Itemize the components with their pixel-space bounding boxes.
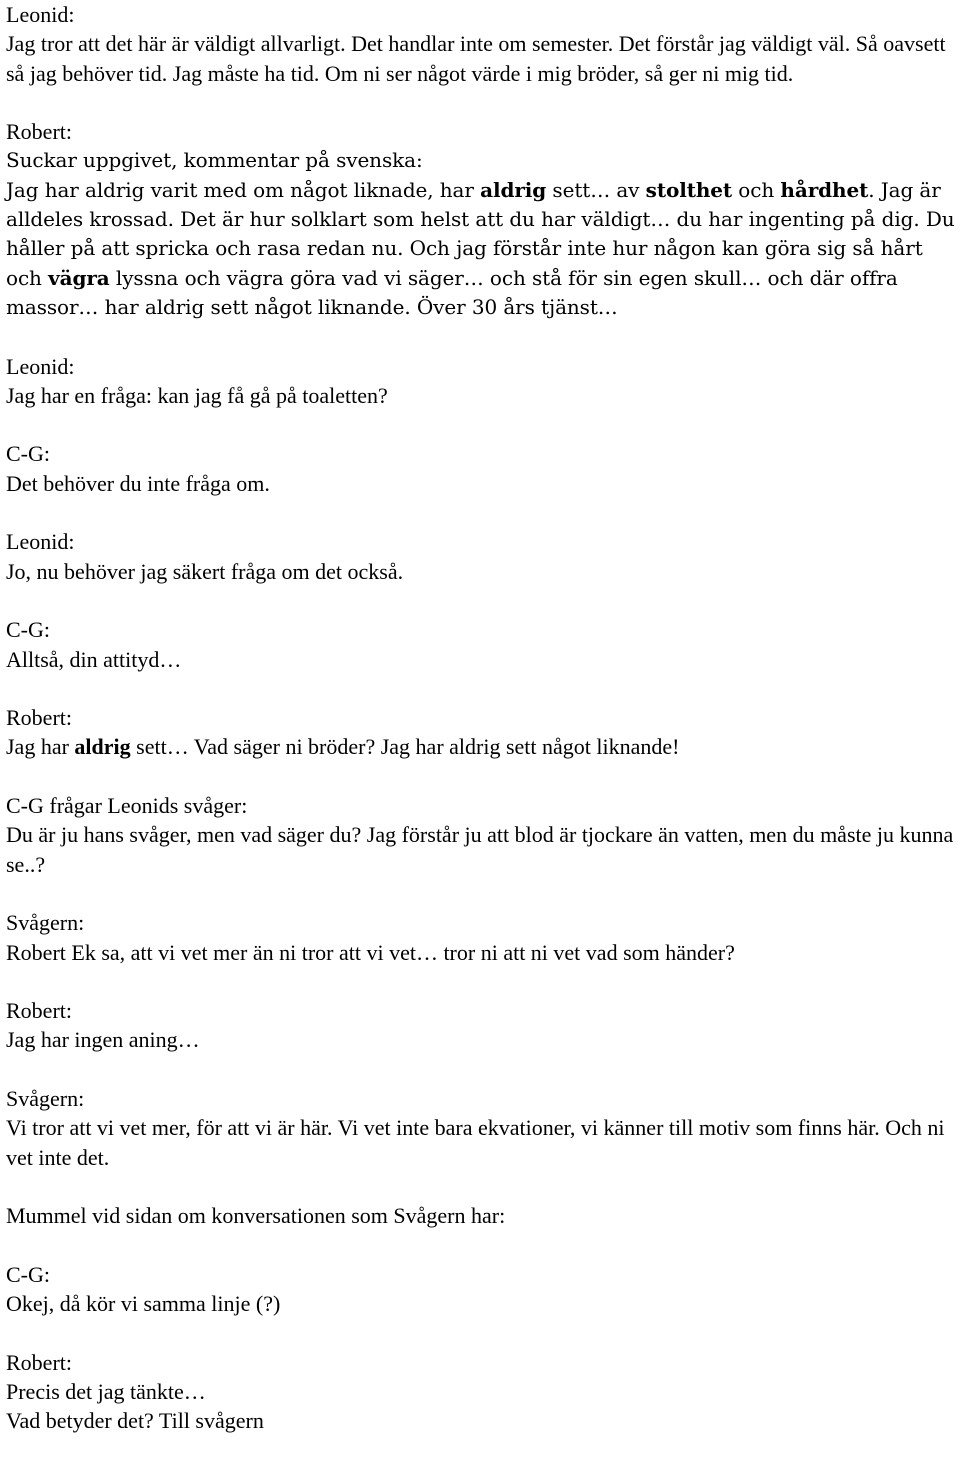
dialogue-block	[6, 352, 956, 411]
transcript-document	[6, 0, 956, 1436]
dialogue-text	[6, 732, 956, 761]
dialogue-block	[6, 439, 956, 498]
stage-direction: Suckar uppgivet, kommentar på svenska:	[6, 148, 423, 173]
dialogue-text: Precis det jag tänkte…	[6, 1378, 206, 1404]
dialogue-text	[6, 176, 956, 322]
dialogue-block	[6, 1084, 956, 1172]
speaker-label: Robert:	[6, 1349, 72, 1375]
dialogue-text: Det behöver du inte fråga om.	[6, 470, 270, 496]
text-run: lyssna och vägra göra vad vi säger… och stå för sin egen skull… och där offra massor… har aldrig sett något liknande. Över 30 års tjänst…	[6, 265, 898, 319]
text-run: Jag har aldrig varit med om något liknade, har	[6, 177, 481, 202]
dialogue-text: Du är ju hans svåger, men vad säger du? Jag förstår ju att blod är tjockare än vatten, men du måste ju kunna se..?	[6, 822, 954, 877]
bold-run: stolthet	[645, 177, 733, 202]
speaker-label: Leonid:	[6, 529, 75, 555]
dialogue-block	[6, 615, 956, 674]
dialogue-text: Jag har ingen aning…	[6, 1027, 200, 1053]
dialogue-block	[6, 527, 956, 586]
narration-block	[6, 1201, 956, 1230]
speaker-label: C-G:	[6, 1261, 50, 1287]
speaker-label: Robert:	[6, 705, 72, 731]
bold-run: hårdhet	[780, 177, 869, 202]
bold-run: aldrig	[74, 734, 131, 760]
text-run: sett… av	[546, 177, 646, 202]
text-run: Jag har	[6, 734, 75, 760]
dialogue-block	[6, 117, 956, 322]
bold-run: vägra	[48, 265, 110, 290]
dialogue-text: Vad betyder det? Till svågern	[6, 1408, 264, 1434]
speaker-label: Svågern:	[6, 1085, 85, 1111]
speaker-label: Leonid:	[6, 353, 75, 379]
text-run: sett… Vad säger ni bröder? Jag har aldrig sett något liknande!	[130, 734, 680, 760]
dialogue-block	[6, 1260, 956, 1319]
speaker-label: C-G frågar Leonids svåger:	[6, 793, 248, 819]
dialogue-text: Vi tror att vi vet mer, för att vi är här. Vi vet inte bara ekvationer, vi känner till motiv som finns här. Och ni vet inte det.	[6, 1115, 945, 1170]
dialogue-text: Alltså, din attityd…	[6, 646, 182, 672]
narration-text: Mummel vid sidan om konversationen som Svågern har:	[6, 1203, 506, 1229]
dialogue-text: Jo, nu behöver jag säkert fråga om det också.	[6, 558, 404, 584]
dialogue-block	[6, 1348, 956, 1436]
speaker-label: C-G:	[6, 441, 50, 467]
dialogue-text: Jag har en fråga: kan jag få gå på toaletten?	[6, 382, 388, 408]
dialogue-block	[6, 0, 956, 88]
text-run: och	[732, 177, 781, 202]
dialogue-text: Robert Ek sa, att vi vet mer än ni tror att vi vet… tror ni att ni vet vad som händer?	[6, 939, 735, 965]
speaker-label: Robert:	[6, 998, 72, 1024]
dialogue-block	[6, 703, 956, 762]
dialogue-block	[6, 791, 956, 879]
speaker-label: Robert:	[6, 119, 72, 145]
speaker-label: Leonid:	[6, 2, 75, 27]
dialogue-block	[6, 996, 956, 1055]
dialogue-text: Okej, då kör vi samma linje (?)	[6, 1291, 281, 1317]
speaker-label: C-G:	[6, 617, 50, 643]
text-run: . Jag är alldeles krossad. Det är hur solklart som helst att du har väldigt… du har ingenting på dig. Du håller på att spricka och rasa redan nu. Och jag förstår inte hur någon kan göra sig så hårt och	[6, 177, 955, 290]
dialogue-text: Jag tror att det här är väldigt allvarligt. Det handlar inte om semester. Det förstår jag väldigt väl. Så oavsett så jag behöver tid. Jag måste ha tid. Om ni ser något värde i mig bröder, så ger ni mig tid.	[6, 31, 946, 86]
dialogue-block	[6, 908, 956, 967]
speaker-label: Svågern:	[6, 910, 85, 936]
bold-run: aldrig	[480, 177, 547, 202]
